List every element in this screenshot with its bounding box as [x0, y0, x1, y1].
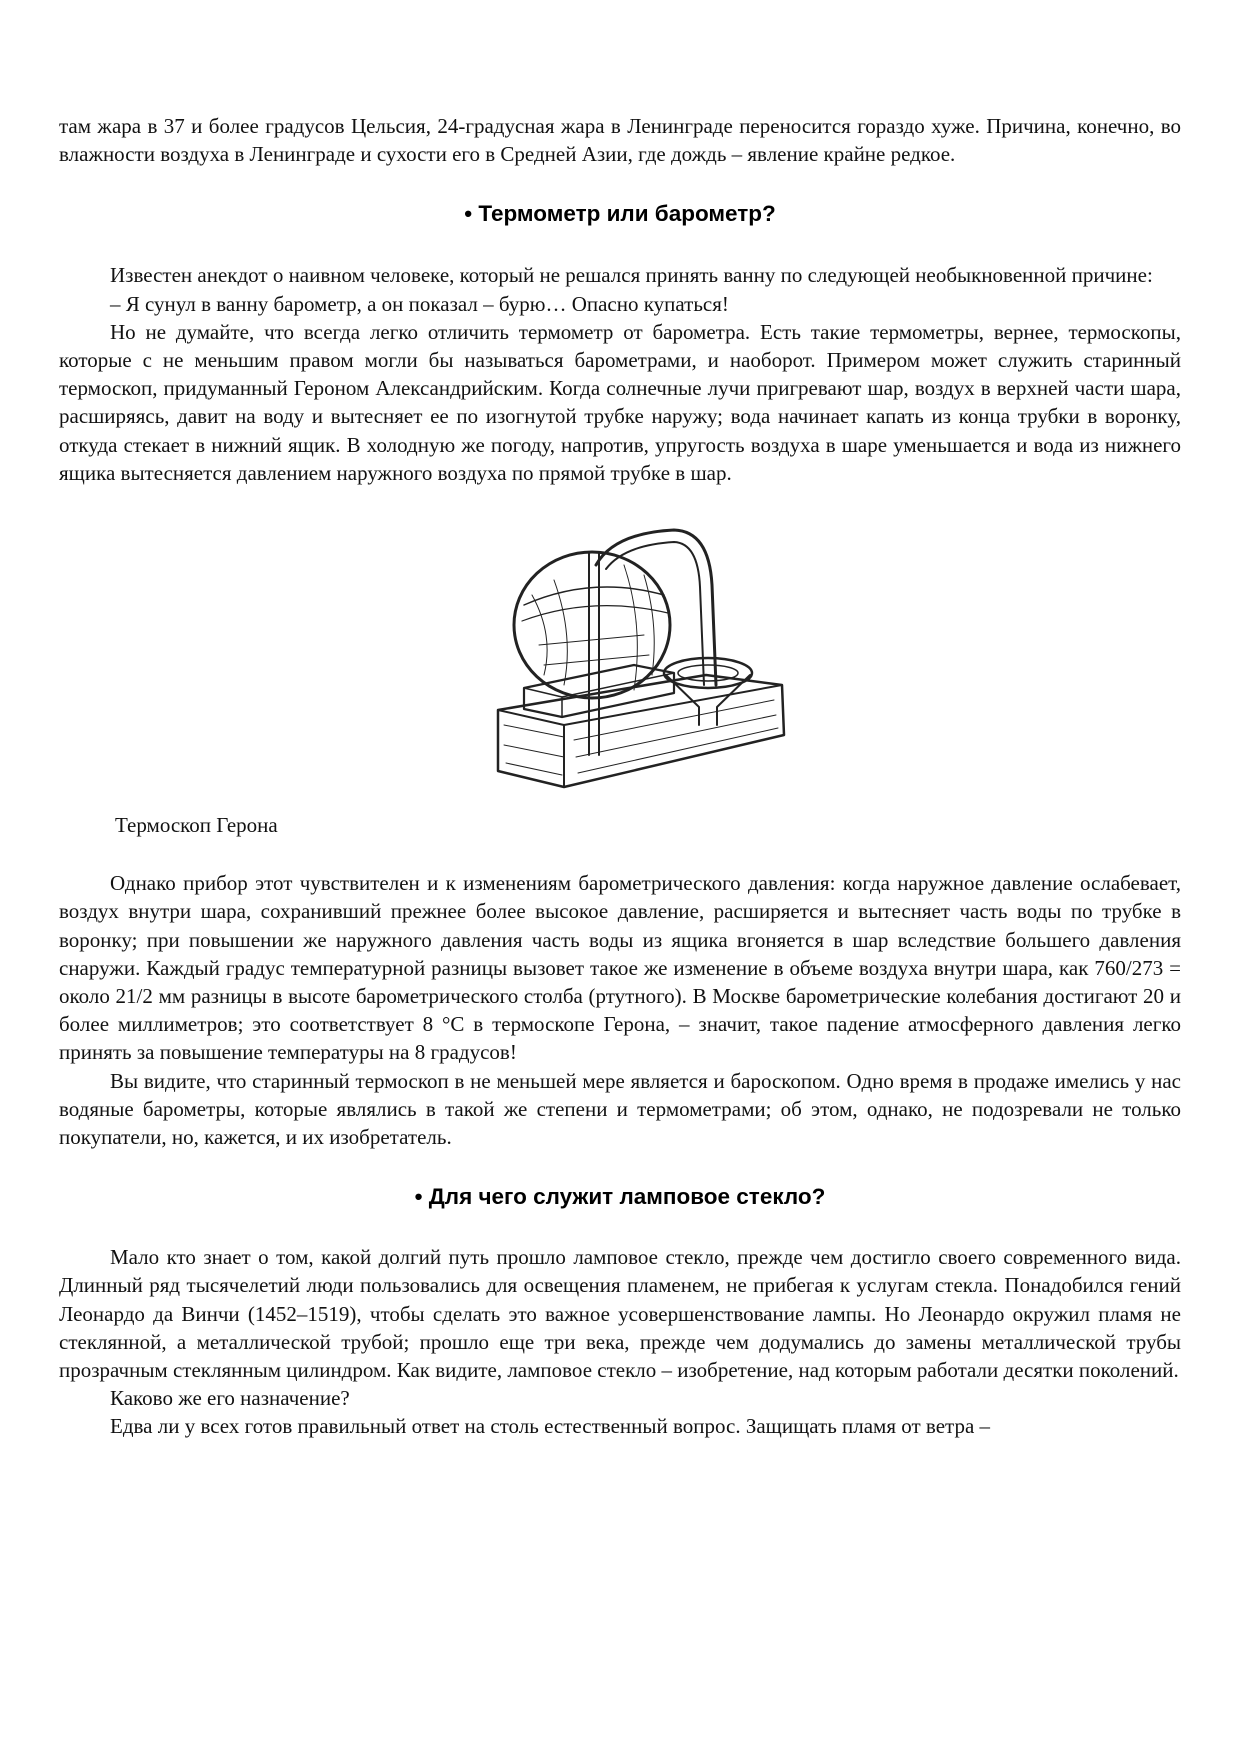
paragraph: Каково же его назначение? [110, 1386, 350, 1411]
paragraph: Мало кто знает о том, какой долгий путь прошло ламповое стекло, прежде чем достигло своего современного вида. Длинный ряд тысячелетий люди пользовались для освещения пламенем, не прибегая к услугам стекла. Понадобился гений Леонардо да Винчи (1452–1519), чтобы сделать это важное усовершенствование лампы. Но Леонардо окружил пламя не стеклянной, а металлической трубой; прошло еще три века, прежде чем додумались до замены металлической трубы прозрачным стеклянным цилиндром. Как видите, ламповое стекло – изобретение, над которым работали десятки поколений. [59, 1245, 1181, 1383]
figure-caption: Термоскоп Герона [115, 813, 278, 838]
paragraph: Едва ли у всех готов правильный ответ на столь естественный вопрос. Защищать пламя от ветра – [110, 1414, 991, 1439]
paragraph: Однако прибор этот чувствителен и к изменениям барометрического давления: когда наружное давление ослабевает, воздух внутри шара, сохранивший прежнее более высокое давление, расширяется и вытесняет часть воды по трубке в воронку; при повышении же наружного давления часть воды из ящика вгоняется в шар вследствие большего давления снаружи. Каждый градус температурной разницы вызовет такое же изменение в объеме воздуха внутри шара, как 760/273 = около 21/2 мм разницы в высоте барометрического столба (ртутного). В Москве барометрические колебания достигают 20 и более миллиметров; это соответствует 8 °С в термоскопе Герона, – значит, такое падение атмосферного давления легко принять за повышение температуры на 8 градусов! [59, 871, 1181, 1065]
paragraph: Вы видите, что старинный термоскоп в не меньшей мере является и бароскопом. Одно время в продаже имелись у нас водяные барометры, которые являлись в такой же степени и термометрами; об этом, однако, не подозревали не только покупатели, но, кажется, и их изобретатель. [59, 1068, 1181, 1150]
paragraph: – Я сунул в ванну барометр, а он показал – бурю… Опасно купаться! [110, 291, 729, 316]
paragraph: Но не думайте, что всегда легко отличить термометр от барометра. Есть такие термометры, вернее, термоскопы, которые с не меньшим правом могли бы называться барометрами, и наоборот. Примером может служить старинный термоскоп, придуманный Героном Александрийским. Когда солнечные лучи пригревают шар, воздух в верхней части шара, расширяясь, давит на воду и вытесняет ее по изогнутой трубке наружу; вода начинает капать из конца трубки в воронку, откуда стекает в нижний ящик. В холодную же погоду, напротив, упругость воздуха в шаре уменьшается и вода из нижнего ящика вытесняется давлением наружного воздуха по прямой трубке в шар. [59, 319, 1181, 485]
intro-paragraph: там жара в 37 и более градусов Цельсия, 24-градусная жара в Ленинграде переносится гораздо хуже. Причина, конечно, во влажности воздуха в Ленинграде и сухости его в Средней Азии, где дождь – явление крайне редкое. [59, 114, 1181, 167]
paragraph: Известен анекдот о наивном человеке, который не решался принять ванну по следующей необыкновенной причине: [110, 263, 1153, 288]
thermoscope-figure [59, 487, 1181, 807]
section-heading-lamp-glass: • Для чего служит ламповое стекло? [414, 1184, 826, 1210]
thermoscope-illustration [484, 525, 794, 797]
document-page [59, 112, 1181, 1441]
section-heading-thermometer: • Термометр или барометр? [464, 201, 776, 227]
